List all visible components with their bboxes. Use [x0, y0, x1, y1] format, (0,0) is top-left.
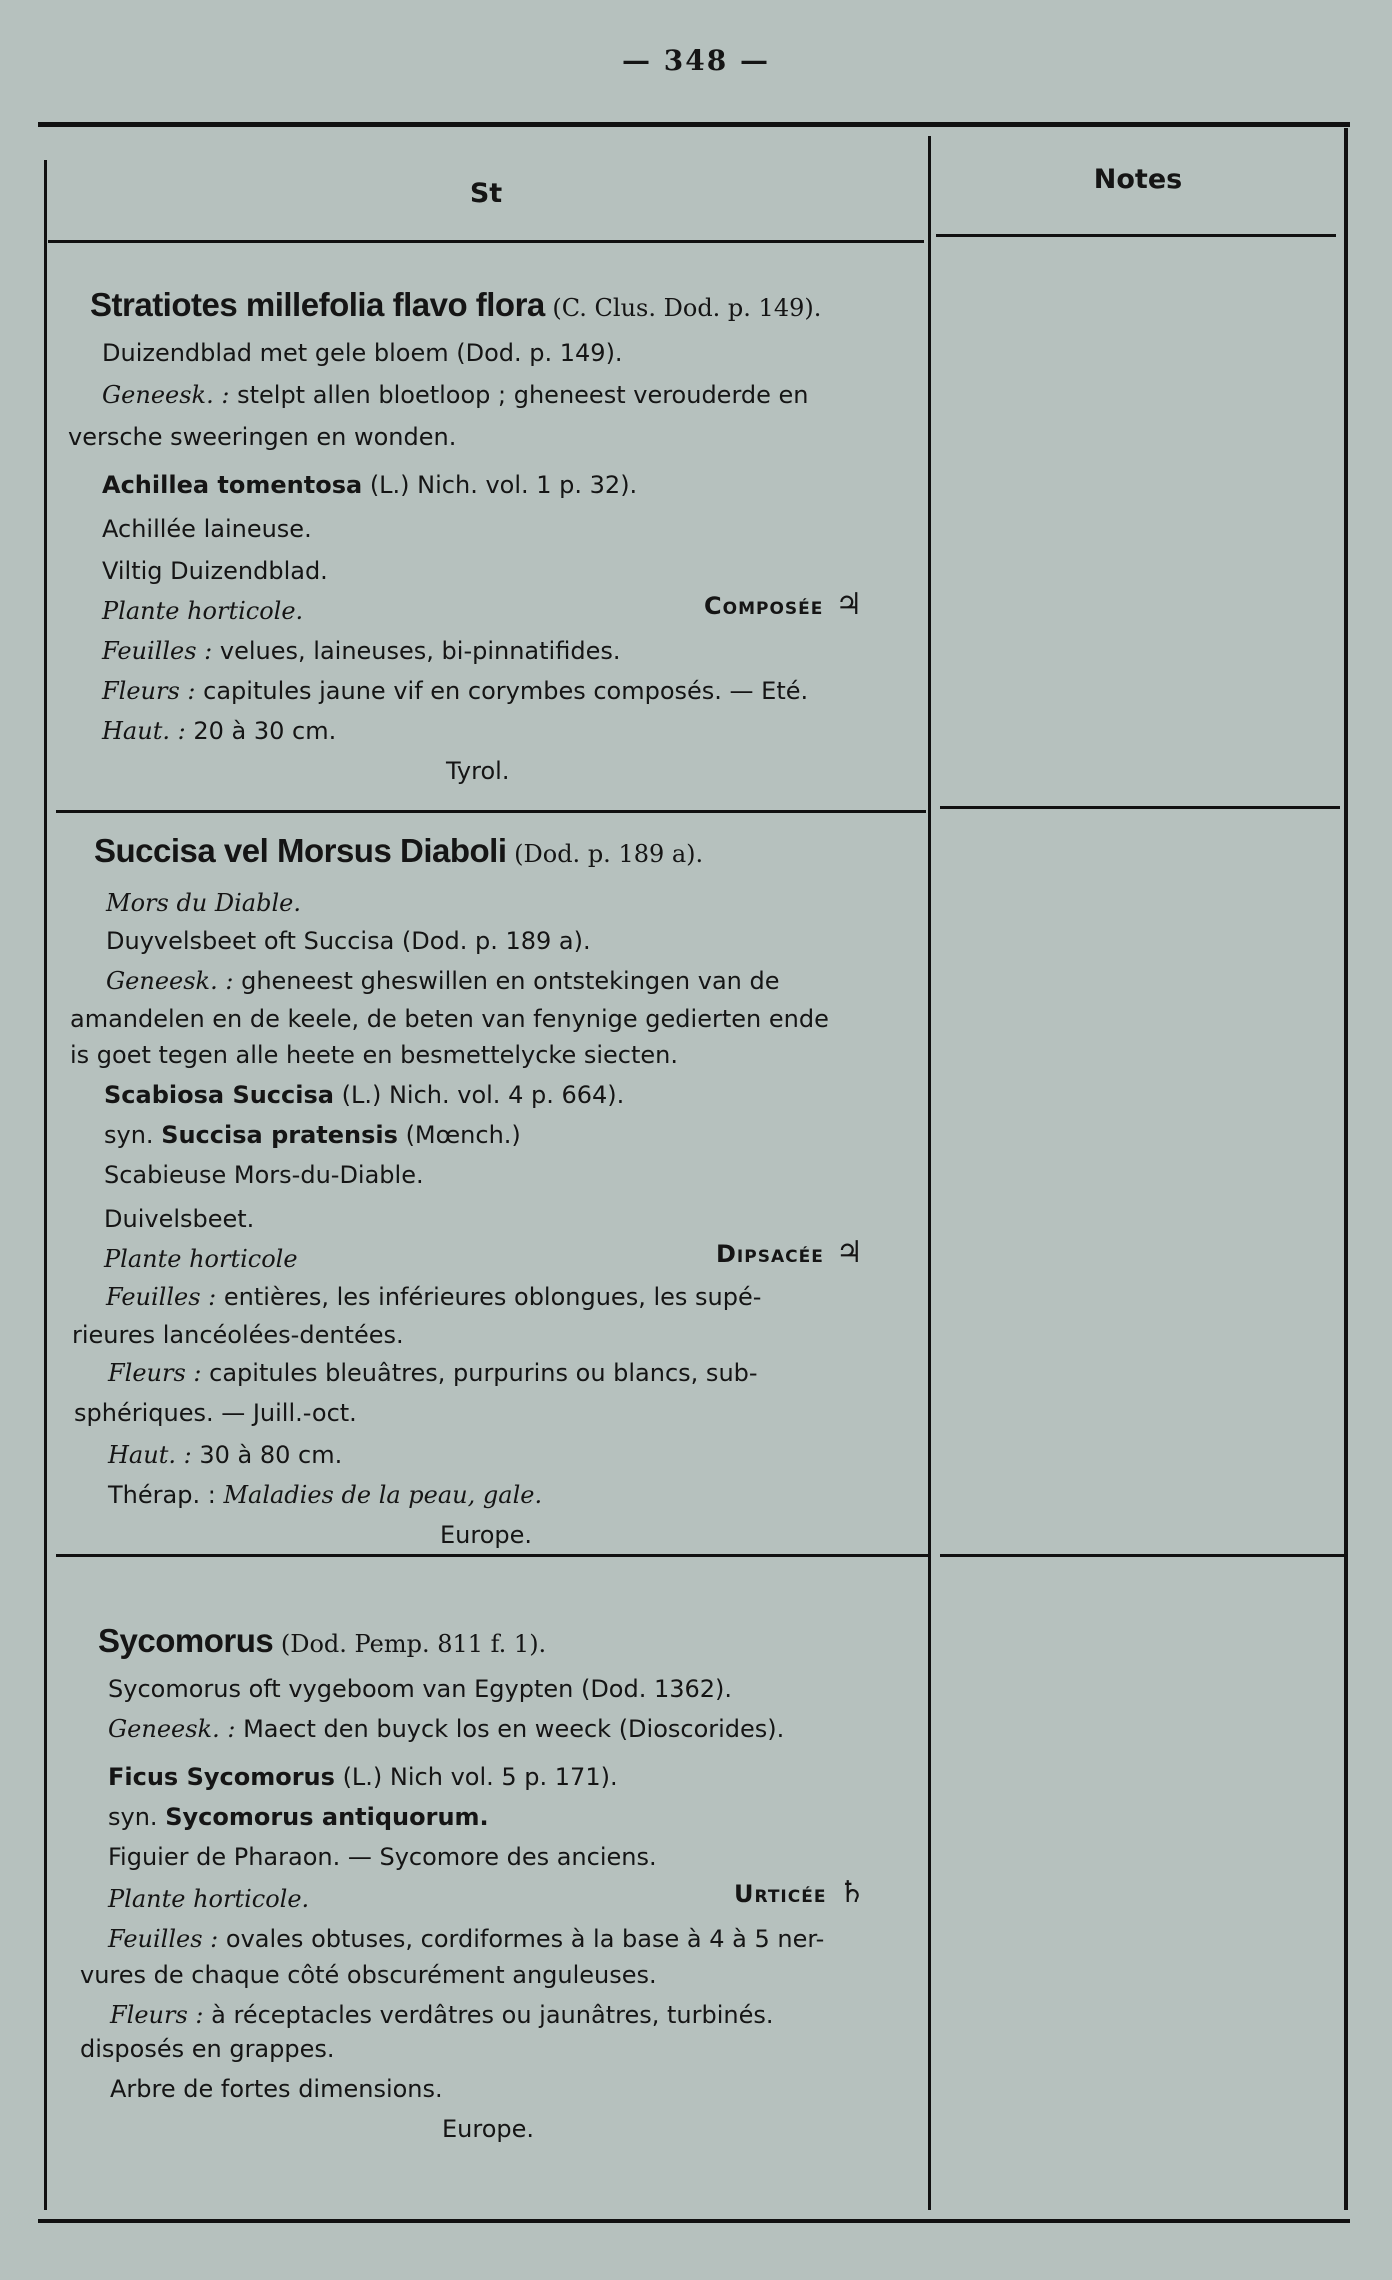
geneesk-line: Geneesk. : gheneest gheswillen en ontstekingen van de	[106, 967, 780, 995]
fleurs-text-cont: sphériques. — Juill.-oct.	[74, 1399, 357, 1427]
family-label: Dipsacée ♃	[716, 1235, 863, 1270]
page-number: — 348 —	[622, 44, 770, 77]
entry-title-ref: (C. Clus. Dod. p. 149).	[552, 294, 822, 322]
column-header-notes: Notes	[1093, 164, 1183, 195]
extra-note: Arbre de fortes dimensions.	[110, 2075, 443, 2103]
column-header-st: St	[469, 178, 503, 209]
geneesk-line: Geneesk. : Maect den buyck los en weeck (Dioscorides).	[108, 1715, 785, 1743]
fleurs-line: Fleurs : capitules bleuâtres, purpurins ou blancs, sub-	[108, 1359, 758, 1387]
entry-separator	[56, 1554, 930, 1557]
dutch-name: Sycomorus oft vygeboom van Egypten (Dod. 1362).	[108, 1675, 733, 1703]
entry-title-line	[98, 1622, 547, 1659]
french-name: Achillée laineuse.	[102, 515, 312, 543]
feuilles-text-cont: rieures lancéolées-dentées.	[72, 1321, 404, 1349]
entry-separator	[56, 810, 926, 813]
fleurs-line: Fleurs : à réceptacles verdâtres ou jaunâtres, turbinés.	[110, 2001, 774, 2029]
latin-name-line: Ficus Sycomorus (L.) Nich vol. 5 p. 171).	[108, 1763, 618, 1791]
entry-title: Sycomorus	[98, 1622, 274, 1659]
plant-type: Plante horticole.	[108, 1885, 310, 1913]
latin-name: Achillea tomentosa	[102, 471, 363, 499]
geneesk-label: Geneesk. :	[102, 381, 230, 409]
dutch-common-name: Viltig Duizendblad.	[102, 557, 328, 585]
table-right-rule	[1344, 128, 1348, 2210]
feuilles-line: Feuilles : ovales obtuses, cordiformes à la base à 4 à 5 ner-	[108, 1925, 825, 1953]
origin: Europe.	[440, 1521, 533, 1549]
notes-separator	[940, 806, 1340, 809]
entry-title-ref: (Dod. p. 189 a).	[514, 840, 704, 868]
family-label: Composée ♃	[704, 587, 863, 622]
entry-title-line	[94, 832, 704, 869]
column-divider	[928, 136, 931, 2210]
geneesk-text-cont: versche sweeringen en wonden.	[68, 423, 457, 451]
latin-name-line: Scabiosa Succisa (L.) Nich. vol. 4 p. 664).	[104, 1081, 625, 1109]
haut-line: Haut. : 30 à 80 cm.	[108, 1441, 343, 1469]
french-old-name: Mors du Diable.	[106, 889, 301, 917]
origin: Europe.	[442, 2115, 535, 2143]
synonym-line: syn. Sycomorus antiquorum.	[108, 1803, 489, 1831]
plant-type: Plante horticole	[104, 1245, 298, 1273]
feuilles-line: Feuilles : entières, les inférieures oblongues, les supé-	[106, 1283, 762, 1311]
french-name: Scabieuse Mors-du-Diable.	[104, 1161, 424, 1189]
entry-title-ref: (Dod. Pemp. 811 f. 1).	[280, 1630, 547, 1658]
entry-title: Stratiotes millefolia flavo flora	[90, 286, 545, 323]
notes-separator	[940, 1554, 1344, 1557]
latin-ref: (L.) Nich. vol. 1 p. 32).	[369, 471, 638, 499]
dutch-name: Duyvelsbeet oft Succisa (Dod. p. 189 a).	[106, 927, 591, 955]
dutch-common-name: Duivelsbeet.	[104, 1205, 255, 1233]
haut-line: Haut. : 20 à 30 cm.	[102, 717, 337, 745]
header-rule-notes	[936, 234, 1336, 237]
geneesk-text-cont: is goet tegen alle heete en besmettelycke siecten.	[70, 1041, 679, 1069]
geneesk-line	[102, 380, 809, 410]
family-label: Urticée ♄	[734, 1875, 866, 1910]
entry-title-line	[90, 286, 822, 323]
perennial-symbol-icon: ♃	[835, 1235, 863, 1270]
feuilles-text-cont: vures de chaque côté obscurément anguleuses.	[80, 1961, 657, 1989]
geneesk-text-cont: amandelen en de keele, de beten van fenynige gedierten ende	[70, 1005, 829, 1033]
header-rule-st	[48, 240, 924, 243]
table-left-rule	[44, 160, 47, 2210]
french-name: Figuier de Pharaon. — Sycomore des anciens.	[108, 1843, 657, 1871]
fleurs-text-cont: disposés en grappes.	[80, 2035, 335, 2063]
therap-line: Thérap. : Maladies de la peau, gale.	[108, 1481, 543, 1509]
latin-name-line	[102, 470, 637, 500]
dutch-name: Duizendblad met gele bloem (Dod. p. 149).	[102, 339, 623, 367]
tree-symbol-icon: ♄	[838, 1875, 866, 1910]
plant-type: Plante horticole.	[102, 597, 304, 625]
origin: Tyrol.	[446, 757, 510, 785]
fleurs-line: Fleurs : capitules jaune vif en corymbes composés. — Eté.	[102, 677, 809, 705]
feuilles-line: Feuilles : velues, laineuses, bi-pinnatifides.	[102, 637, 621, 665]
synonym-line: syn. Succisa pratensis (Mœnch.)	[104, 1121, 521, 1149]
entry-title: Succisa vel Morsus Diaboli	[94, 832, 507, 869]
geneesk-text: stelpt allen bloetloop ; gheneest verouderde en	[237, 381, 809, 409]
perennial-symbol-icon: ♃	[835, 587, 863, 622]
